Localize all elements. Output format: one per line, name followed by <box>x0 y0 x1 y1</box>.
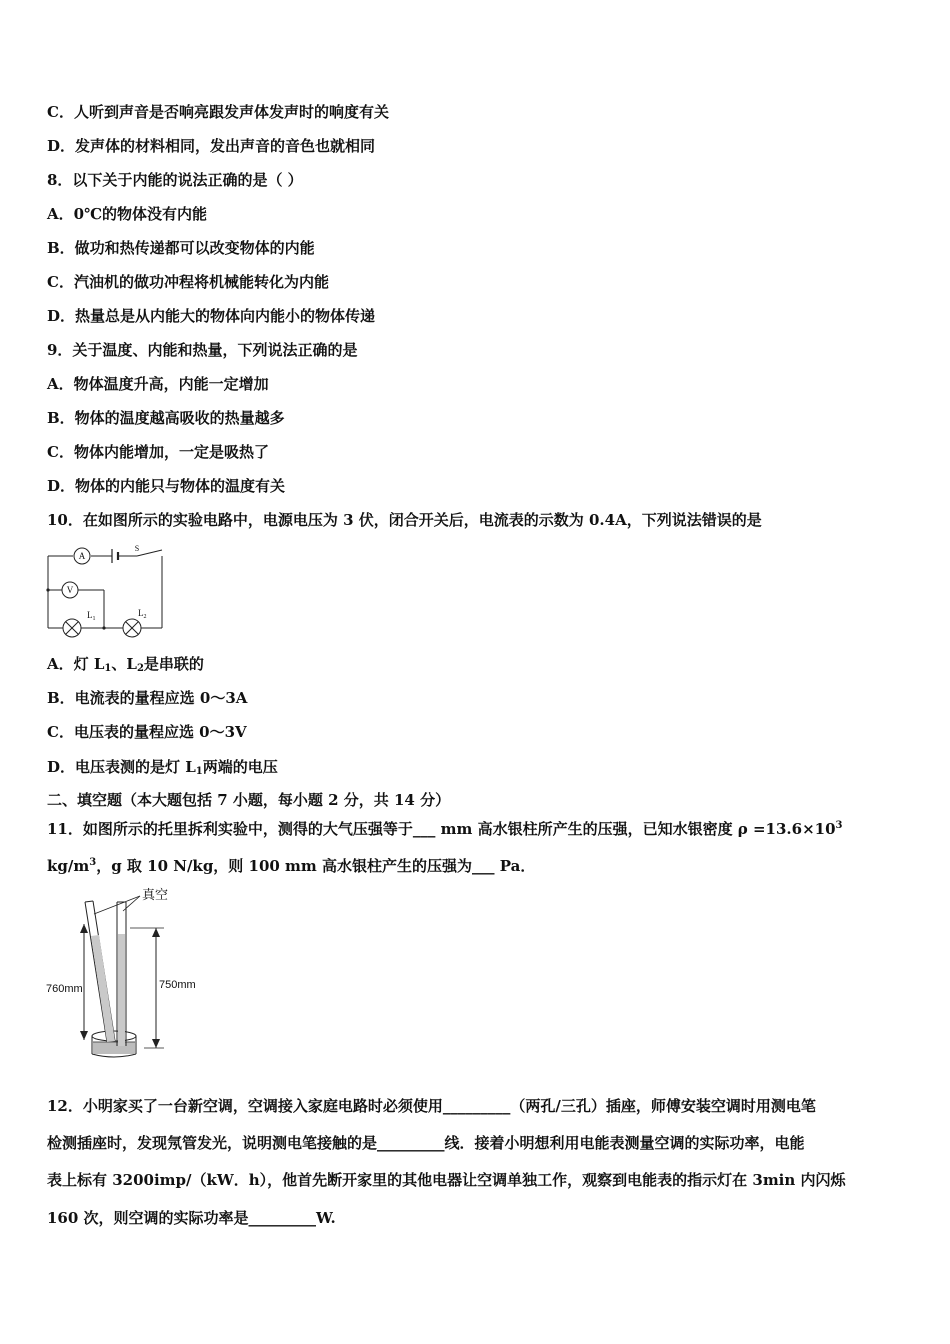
q9-option-d: D．物体的内能只与物体的温度有关 <box>47 477 286 495</box>
section-title: 二、填空题（本大题包括 7 小题，每小题 2 分，共 14 分） <box>47 791 451 809</box>
q12-line3: 表上标有 3200imp/（kW．h），他首先断开家里的其他电器让空调单独工作，观察到电能表的指示灯在 3min 内闪烁 <box>47 1171 846 1189</box>
vacuum-label: 真空 <box>142 887 169 902</box>
q8-option-d: D．热量总是从内能大的物体向内能小的物体传递 <box>47 307 376 325</box>
mercury-dish <box>93 1042 135 1054</box>
ammeter-label: A <box>78 551 86 561</box>
q10-option-d: D．电压表测的是灯 $L_1$两端的电压 <box>47 758 278 777</box>
left-height-label: 760mm <box>46 983 83 995</box>
switch-label: S <box>134 544 140 553</box>
q7-option-c: C．人听到声音是否响亮跟发声体发声时的响度有关 <box>47 103 389 121</box>
q10-option-a: A．灯 $L_1$、$L_2$是串联的 <box>47 655 204 674</box>
q9-option-c: C．物体内能增加，一定是吸热了 <box>47 443 269 461</box>
lamp2-label: $L_2$ <box>138 608 147 620</box>
voltmeter-label: V <box>66 585 74 595</box>
q7-option-d: D．发声体的材料相同，发出声音的音色也就相同 <box>47 137 376 155</box>
junction-dot <box>102 626 105 629</box>
q12-line1: 12．小明家买了一台新空调，空调接入家庭电路时必须使用_________（两孔/三孔）插座，师傅安装空调时用测电笔 <box>47 1097 816 1115</box>
q11-line2: $kg/m^3$，g 取 10 N/kg，则 100 mm 高水银柱产生的压强为___ Pa． <box>47 857 536 875</box>
mercury-vertical <box>118 934 125 1046</box>
q10-option-b: B．电流表的量程应选 0～3A <box>47 689 248 707</box>
q9-option-b: B．物体的温度越高吸收的热量越多 <box>47 409 285 427</box>
q10-option-c: C．电压表的量程应选 0～3V <box>47 723 247 741</box>
right-height-label: 750mm <box>159 979 196 991</box>
q11-line1: 11．如图所示的托里拆利实验中，测得的大气压强等于___ mm 高水银柱所产生的压强，已知水银密度 $\rho =13.6\times 10^3$ <box>47 820 843 838</box>
junction-dot <box>46 588 49 591</box>
q10-stem: 10．在如图所示的实验电路中，电源电压为 3 伏，闭合开关后，电流表的示数为 0.4A，下列说法错误的是 <box>47 511 762 529</box>
circuit-diagram <box>44 542 170 638</box>
q8-stem: 8．以下关于内能的说法正确的是（ ） <box>47 171 303 189</box>
mercury-tilted <box>91 935 115 1042</box>
q8-option-a: A．0℃的物体没有内能 <box>47 205 208 223</box>
torricelli-figure <box>44 884 209 1062</box>
q8-option-b: B．做功和热传递都可以改变物体的内能 <box>47 239 315 257</box>
q9-option-a: A．物体温度升高，内能一定增加 <box>47 375 269 393</box>
lamp1-label: $L_1$ <box>87 610 96 622</box>
q9-stem: 9．关于温度、内能和热量，下列说法正确的是 <box>47 341 358 359</box>
q12-line4: 160 次，则空调的实际功率是_________W. <box>47 1209 336 1227</box>
q8-option-c: C．汽油机的做功冲程将机械能转化为内能 <box>47 273 329 291</box>
q12-line2: 检测插座时，发现氖管发光，说明测电笔接触的是_________线．接着小明想利用电能表测量空调的实际功率，电能 <box>47 1134 805 1152</box>
